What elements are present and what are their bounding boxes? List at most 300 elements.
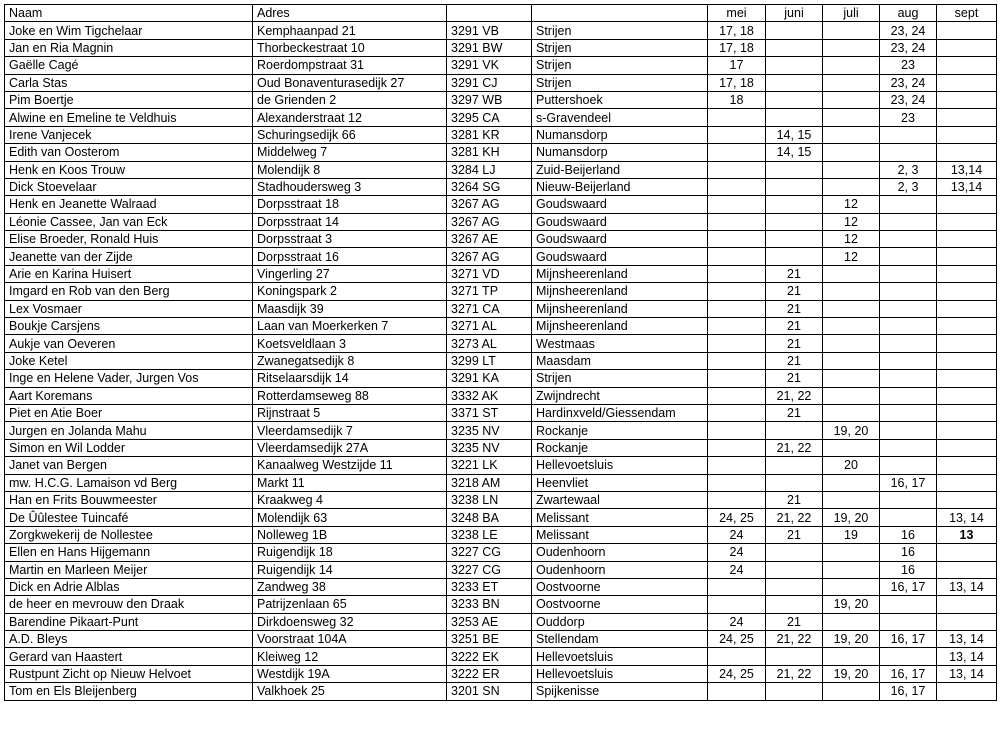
cell-juli <box>823 109 880 126</box>
cell-mei <box>708 648 766 665</box>
cell-plaats: Zwijndrecht <box>532 387 708 404</box>
cell-naam: Han en Frits Bouwmeester <box>5 491 253 508</box>
cell-juni <box>766 109 823 126</box>
cell-sept <box>937 544 997 561</box>
cell-sept <box>937 57 997 74</box>
cell-juli <box>823 491 880 508</box>
cell-plaats: Rockanje <box>532 439 708 456</box>
cell-naam: Aart Koremans <box>5 387 253 404</box>
cell-naam: Alwine en Emeline te Veldhuis <box>5 109 253 126</box>
cell-postcode: 3271 VD <box>447 265 532 282</box>
cell-adres: Zandweg 38 <box>253 578 447 595</box>
cell-sept <box>937 196 997 213</box>
cell-plaats: Hellevoetsluis <box>532 665 708 682</box>
cell-aug <box>880 491 937 508</box>
cell-naam: Léonie Cassee, Jan van Eck <box>5 213 253 230</box>
cell-adres: Middelweg 7 <box>253 144 447 161</box>
cell-juni: 21 <box>766 491 823 508</box>
header-juli: juli <box>823 5 880 22</box>
cell-sept <box>937 213 997 230</box>
cell-aug: 23 <box>880 57 937 74</box>
cell-juni <box>766 231 823 248</box>
cell-postcode: 3235 NV <box>447 439 532 456</box>
cell-sept <box>937 91 997 108</box>
cell-postcode: 3222 ER <box>447 665 532 682</box>
cell-aug <box>880 404 937 421</box>
cell-plaats: Puttershoek <box>532 91 708 108</box>
cell-plaats: Oostvoorne <box>532 578 708 595</box>
cell-adres: Valkhoek 25 <box>253 683 447 700</box>
cell-mei <box>708 387 766 404</box>
cell-plaats: Hellevoetsluis <box>532 648 708 665</box>
cell-juni: 21 <box>766 613 823 630</box>
cell-mei <box>708 474 766 491</box>
table-row <box>5 561 997 578</box>
cell-adres: Markt 11 <box>253 474 447 491</box>
cell-adres: Vingerling 27 <box>253 265 447 282</box>
cell-mei <box>708 578 766 595</box>
cell-juli <box>823 22 880 39</box>
cell-mei <box>708 439 766 456</box>
cell-juni <box>766 648 823 665</box>
cell-sept: 13, 14 <box>937 578 997 595</box>
cell-aug <box>880 457 937 474</box>
cell-naam: Lex Vosmaer <box>5 300 253 317</box>
cell-mei <box>708 352 766 369</box>
cell-naam: Martin en Marleen Meijer <box>5 561 253 578</box>
cell-plaats: Maasdam <box>532 352 708 369</box>
header-adres: Adres <box>253 5 447 22</box>
cell-postcode: 3371 ST <box>447 404 532 421</box>
cell-postcode: 3273 AL <box>447 335 532 352</box>
table-row <box>5 213 997 230</box>
table-row <box>5 457 997 474</box>
cell-postcode: 3221 LK <box>447 457 532 474</box>
table-row <box>5 300 997 317</box>
cell-aug: 16 <box>880 526 937 543</box>
cell-sept <box>937 318 997 335</box>
cell-sept <box>937 231 997 248</box>
cell-aug: 16, 17 <box>880 474 937 491</box>
cell-sept <box>937 265 997 282</box>
cell-plaats: Goudswaard <box>532 231 708 248</box>
cell-naam: Ellen en Hans Hijgemann <box>5 544 253 561</box>
cell-aug <box>880 213 937 230</box>
cell-sept: 13 <box>937 526 997 543</box>
cell-adres: Oud Bonaventurasedijk 27 <box>253 74 447 91</box>
cell-juli <box>823 265 880 282</box>
table-row <box>5 161 997 178</box>
cell-plaats: Westmaas <box>532 335 708 352</box>
cell-naam: Janet van Bergen <box>5 457 253 474</box>
table-row <box>5 665 997 682</box>
cell-sept <box>937 283 997 300</box>
cell-juni: 21, 22 <box>766 509 823 526</box>
cell-naam: de heer en mevrouw den Draak <box>5 596 253 613</box>
cell-aug: 2, 3 <box>880 161 937 178</box>
cell-juli <box>823 404 880 421</box>
cell-postcode: 3267 AE <box>447 231 532 248</box>
cell-naam: Tom en Els Bleijenberg <box>5 683 253 700</box>
cell-sept <box>937 126 997 143</box>
cell-juli: 20 <box>823 457 880 474</box>
cell-sept <box>937 474 997 491</box>
cell-naam: Simon en Wil Lodder <box>5 439 253 456</box>
cell-postcode: 3271 CA <box>447 300 532 317</box>
cell-postcode: 3295 CA <box>447 109 532 126</box>
cell-plaats: s-Gravendeel <box>532 109 708 126</box>
cell-juni <box>766 213 823 230</box>
cell-sept <box>937 370 997 387</box>
cell-naam: mw. H.C.G. Lamaison vd Berg <box>5 474 253 491</box>
cell-aug <box>880 126 937 143</box>
cell-adres: Alexanderstraat 12 <box>253 109 447 126</box>
cell-adres: Schuringsedijk 66 <box>253 126 447 143</box>
cell-mei <box>708 370 766 387</box>
cell-sept <box>937 422 997 439</box>
cell-sept <box>937 109 997 126</box>
cell-aug <box>880 144 937 161</box>
cell-sept <box>937 596 997 613</box>
cell-postcode: 3284 LJ <box>447 161 532 178</box>
cell-juli: 12 <box>823 248 880 265</box>
cell-juli: 19, 20 <box>823 422 880 439</box>
cell-sept <box>937 683 997 700</box>
cell-postcode: 3332 AK <box>447 387 532 404</box>
cell-postcode: 3271 TP <box>447 283 532 300</box>
cell-mei <box>708 196 766 213</box>
cell-naam: Joke en Wim Tigchelaar <box>5 22 253 39</box>
cell-sept <box>937 404 997 421</box>
header-naam: Naam <box>5 5 253 22</box>
table-row <box>5 335 997 352</box>
cell-sept <box>937 613 997 630</box>
cell-naam: Aukje van Oeveren <box>5 335 253 352</box>
cell-plaats: Rockanje <box>532 422 708 439</box>
cell-mei <box>708 300 766 317</box>
table-row <box>5 283 997 300</box>
cell-plaats: Heenvliet <box>532 474 708 491</box>
table-row <box>5 196 997 213</box>
cell-juli <box>823 39 880 56</box>
cell-aug: 16 <box>880 544 937 561</box>
cell-postcode: 3218 AM <box>447 474 532 491</box>
cell-juli <box>823 474 880 491</box>
header-mei: mei <box>708 5 766 22</box>
cell-naam: Joke Ketel <box>5 352 253 369</box>
cell-plaats: Melissant <box>532 526 708 543</box>
cell-juli: 19, 20 <box>823 596 880 613</box>
cell-aug: 16, 17 <box>880 683 937 700</box>
cell-aug <box>880 265 937 282</box>
cell-mei <box>708 213 766 230</box>
cell-mei <box>708 126 766 143</box>
table-row <box>5 231 997 248</box>
cell-naam: Jurgen en Jolanda Mahu <box>5 422 253 439</box>
cell-postcode: 3238 LE <box>447 526 532 543</box>
cell-juni: 21 <box>766 526 823 543</box>
cell-mei <box>708 596 766 613</box>
table-row <box>5 578 997 595</box>
table-row <box>5 683 997 700</box>
cell-mei: 17 <box>708 57 766 74</box>
table-row <box>5 544 997 561</box>
cell-plaats: Strijen <box>532 370 708 387</box>
cell-adres: Molendijk 8 <box>253 161 447 178</box>
cell-sept: 13, 14 <box>937 509 997 526</box>
cell-sept <box>937 300 997 317</box>
cell-juni <box>766 91 823 108</box>
cell-postcode: 3238 LN <box>447 491 532 508</box>
cell-aug <box>880 248 937 265</box>
cell-juni <box>766 457 823 474</box>
table-row <box>5 491 997 508</box>
table-row <box>5 352 997 369</box>
table-row <box>5 144 997 161</box>
cell-plaats: Zuid-Beijerland <box>532 161 708 178</box>
cell-plaats: Goudswaard <box>532 196 708 213</box>
cell-adres: Ruigendijk 14 <box>253 561 447 578</box>
cell-juni <box>766 474 823 491</box>
cell-adres: Kemphaanpad 21 <box>253 22 447 39</box>
table-row <box>5 74 997 91</box>
cell-juni <box>766 422 823 439</box>
cell-naam: Dick en Adrie Alblas <box>5 578 253 595</box>
cell-naam: Gerard van Haastert <box>5 648 253 665</box>
cell-juli <box>823 335 880 352</box>
cell-juli <box>823 544 880 561</box>
cell-juli <box>823 91 880 108</box>
cell-naam: Edith van Oosterom <box>5 144 253 161</box>
cell-juli <box>823 648 880 665</box>
cell-adres: Dorpsstraat 14 <box>253 213 447 230</box>
cell-juni: 14, 15 <box>766 126 823 143</box>
cell-aug: 2, 3 <box>880 178 937 195</box>
cell-plaats: Oudenhoorn <box>532 544 708 561</box>
cell-plaats: Goudswaard <box>532 248 708 265</box>
cell-sept <box>937 22 997 39</box>
cell-juli <box>823 370 880 387</box>
cell-adres: Dorpsstraat 3 <box>253 231 447 248</box>
cell-juli: 19 <box>823 526 880 543</box>
table-row <box>5 404 997 421</box>
cell-mei <box>708 178 766 195</box>
header-postcode <box>447 5 532 22</box>
cell-juni <box>766 544 823 561</box>
cell-mei <box>708 248 766 265</box>
cell-postcode: 3291 VB <box>447 22 532 39</box>
cell-juni <box>766 161 823 178</box>
cell-aug <box>880 335 937 352</box>
cell-adres: Koningspark 2 <box>253 283 447 300</box>
cell-aug <box>880 439 937 456</box>
header-sept: sept <box>937 5 997 22</box>
cell-plaats: Numansdorp <box>532 126 708 143</box>
cell-postcode: 3291 CJ <box>447 74 532 91</box>
cell-adres: Dorpsstraat 18 <box>253 196 447 213</box>
cell-aug: 23, 24 <box>880 39 937 56</box>
cell-juni: 21, 22 <box>766 387 823 404</box>
cell-plaats: Hellevoetsluis <box>532 457 708 474</box>
cell-plaats: Oostvoorne <box>532 596 708 613</box>
cell-naam: Arie en Karina Huisert <box>5 265 253 282</box>
cell-naam: Dick Stoevelaar <box>5 178 253 195</box>
cell-sept <box>937 561 997 578</box>
cell-naam: Irene Vanjecek <box>5 126 253 143</box>
cell-sept <box>937 39 997 56</box>
cell-adres: Stadhoudersweg 3 <box>253 178 447 195</box>
cell-naam: Carla Stas <box>5 74 253 91</box>
table-row <box>5 439 997 456</box>
cell-adres: Roerdompstraat 31 <box>253 57 447 74</box>
cell-adres: Ruigendijk 18 <box>253 544 447 561</box>
cell-mei: 24 <box>708 544 766 561</box>
cell-naam: Henk en Koos Trouw <box>5 161 253 178</box>
cell-aug: 16, 17 <box>880 631 937 648</box>
header-aug: aug <box>880 5 937 22</box>
cell-adres: Dorpsstraat 16 <box>253 248 447 265</box>
cell-naam: Zorgkwekerij de Nollestee <box>5 526 253 543</box>
cell-naam: Gaëlle Cagé <box>5 57 253 74</box>
cell-mei: 24 <box>708 613 766 630</box>
cell-adres: Westdijk 19A <box>253 665 447 682</box>
cell-plaats: Oudenhoorn <box>532 561 708 578</box>
cell-naam: Inge en Helene Vader, Jurgen Vos <box>5 370 253 387</box>
cell-juli <box>823 178 880 195</box>
cell-juli <box>823 318 880 335</box>
cell-sept <box>937 457 997 474</box>
cell-juli <box>823 439 880 456</box>
cell-adres: Voorstraat 104A <box>253 631 447 648</box>
cell-juli: 12 <box>823 196 880 213</box>
table-row <box>5 387 997 404</box>
cell-postcode: 3267 AG <box>447 213 532 230</box>
cell-juni: 21 <box>766 370 823 387</box>
cell-postcode: 3253 AE <box>447 613 532 630</box>
cell-juni <box>766 74 823 91</box>
cell-sept <box>937 335 997 352</box>
cell-postcode: 3267 AG <box>447 196 532 213</box>
cell-juli <box>823 578 880 595</box>
cell-juli <box>823 352 880 369</box>
cell-mei: 17, 18 <box>708 22 766 39</box>
cell-juni: 21, 22 <box>766 665 823 682</box>
cell-aug <box>880 387 937 404</box>
table-row <box>5 22 997 39</box>
table-row <box>5 596 997 613</box>
header-plaats <box>532 5 708 22</box>
cell-adres: Kanaalweg Westzijde 11 <box>253 457 447 474</box>
cell-juni <box>766 57 823 74</box>
cell-mei <box>708 109 766 126</box>
cell-mei: 24, 25 <box>708 665 766 682</box>
cell-postcode: 3222 EK <box>447 648 532 665</box>
table-row <box>5 631 997 648</box>
cell-mei <box>708 161 766 178</box>
cell-juni: 21 <box>766 283 823 300</box>
cell-juni <box>766 178 823 195</box>
cell-adres: Kraakweg 4 <box>253 491 447 508</box>
cell-sept <box>937 439 997 456</box>
cell-aug <box>880 231 937 248</box>
cell-adres: Nolleweg 1B <box>253 526 447 543</box>
cell-aug <box>880 648 937 665</box>
cell-mei: 18 <box>708 91 766 108</box>
cell-juni <box>766 578 823 595</box>
table-row <box>5 265 997 282</box>
cell-aug <box>880 283 937 300</box>
cell-juli: 19, 20 <box>823 631 880 648</box>
cell-plaats: Melissant <box>532 509 708 526</box>
cell-plaats: Zwartewaal <box>532 491 708 508</box>
cell-juni: 21 <box>766 318 823 335</box>
cell-juni <box>766 39 823 56</box>
cell-naam: Henk en Jeanette Walraad <box>5 196 253 213</box>
cell-sept <box>937 387 997 404</box>
cell-postcode: 3201 SN <box>447 683 532 700</box>
cell-postcode: 3299 LT <box>447 352 532 369</box>
cell-adres: de Grienden 2 <box>253 91 447 108</box>
cell-plaats: Mijnsheerenland <box>532 283 708 300</box>
cell-aug <box>880 509 937 526</box>
cell-juni <box>766 683 823 700</box>
cell-naam: Elise Broeder, Ronald Huis <box>5 231 253 248</box>
table-row <box>5 109 997 126</box>
cell-sept: 13, 14 <box>937 631 997 648</box>
cell-plaats: Strijen <box>532 74 708 91</box>
cell-aug: 16, 17 <box>880 665 937 682</box>
cell-postcode: 3227 CG <box>447 544 532 561</box>
cell-mei <box>708 144 766 161</box>
cell-adres: Patrijzenlaan 65 <box>253 596 447 613</box>
cell-postcode: 3291 KA <box>447 370 532 387</box>
cell-aug <box>880 352 937 369</box>
cell-naam: Pim Boertje <box>5 91 253 108</box>
cell-naam: A.D. Bleys <box>5 631 253 648</box>
cell-juni: 21 <box>766 265 823 282</box>
cell-sept: 13,14 <box>937 178 997 195</box>
cell-naam: Barendine Pikaart-Punt <box>5 613 253 630</box>
cell-adres: Laan van Moerkerken 7 <box>253 318 447 335</box>
table-row <box>5 509 997 526</box>
cell-mei: 24 <box>708 526 766 543</box>
cell-juli: 19, 20 <box>823 665 880 682</box>
cell-aug <box>880 196 937 213</box>
cell-juni: 21, 22 <box>766 631 823 648</box>
cell-sept: 13, 14 <box>937 665 997 682</box>
cell-naam: Jeanette van der Zijde <box>5 248 253 265</box>
cell-postcode: 3297 WB <box>447 91 532 108</box>
table-row <box>5 39 997 56</box>
cell-plaats: Goudswaard <box>532 213 708 230</box>
table-row <box>5 526 997 543</box>
cell-sept <box>937 352 997 369</box>
cell-postcode: 3271 AL <box>447 318 532 335</box>
cell-postcode: 3267 AG <box>447 248 532 265</box>
cell-aug <box>880 596 937 613</box>
cell-adres: Vleerdamsedijk 27A <box>253 439 447 456</box>
cell-juni: 21 <box>766 404 823 421</box>
cell-plaats: Nieuw-Beijerland <box>532 178 708 195</box>
cell-plaats: Ouddorp <box>532 613 708 630</box>
cell-adres: Zwanegatsedijk 8 <box>253 352 447 369</box>
cell-juli: 12 <box>823 231 880 248</box>
cell-juni: 21 <box>766 300 823 317</box>
cell-naam: Jan en Ria Magnin <box>5 39 253 56</box>
cell-adres: Rijnstraat 5 <box>253 404 447 421</box>
cell-adres: Vleerdamsedijk 7 <box>253 422 447 439</box>
cell-aug <box>880 613 937 630</box>
